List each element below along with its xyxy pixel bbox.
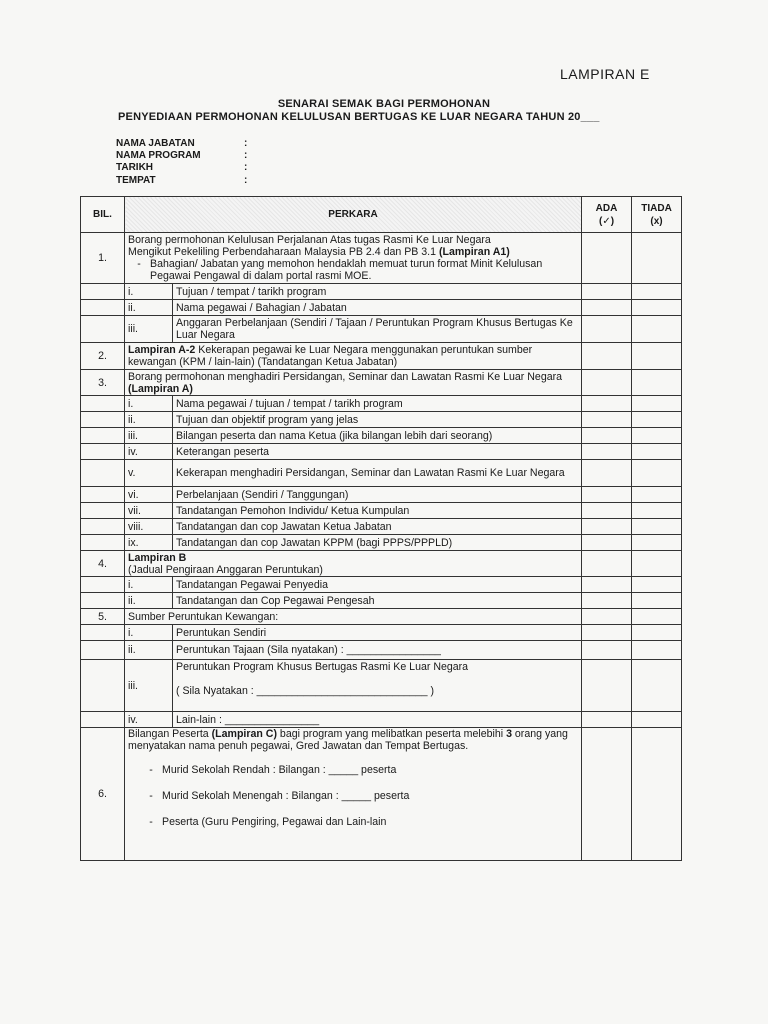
meta-row-nama-program <box>116 150 254 162</box>
tiada-checkbox[interactable] <box>632 316 682 343</box>
ada-checkbox[interactable] <box>582 343 632 370</box>
meta-label: TEMPAT <box>116 174 156 186</box>
empty-cell <box>81 503 125 519</box>
header-ada-mark: (✓) <box>598 215 615 227</box>
meta-colon: : <box>244 174 248 186</box>
row-text-bold: (Lampiran A1) <box>438 246 510 258</box>
sub-number: iv. <box>125 444 173 460</box>
tiada-checkbox[interactable] <box>632 503 682 519</box>
row-text: Borang permohonan Kelulusan Perjalanan Atas tugas Rasmi Ke Luar Negara <box>128 234 491 246</box>
empty-cell <box>81 641 125 660</box>
table-row <box>81 284 682 300</box>
tiada-checkbox[interactable] <box>632 712 682 728</box>
table-row <box>81 660 682 712</box>
sub-text-line: ( Sila Nyatakan : _____________________________ ) <box>176 685 434 697</box>
empty-cell <box>81 487 125 503</box>
empty-cell <box>81 625 125 641</box>
sub-text: Nama pegawai / tujuan / tempat / tarikh program <box>173 396 582 412</box>
ada-checkbox[interactable] <box>582 641 632 660</box>
empty-cell <box>81 412 125 428</box>
header-ada <box>582 197 632 233</box>
row-text-bold: Lampiran A-2 <box>128 344 196 356</box>
bullet-item <box>128 764 578 776</box>
title-line-2: PENYEDIAAN PERMOHONAN KELULUSAN BERTUGAS KE LUAR NEGARA TAHUN 20___ <box>118 111 600 123</box>
row-text-part: Borang permohonan menghadiri Persidangan, Seminar dan Lawatan Rasmi Ke Luar Negara <box>128 370 563 383</box>
empty-cell <box>81 577 125 593</box>
ada-checkbox[interactable] <box>582 625 632 641</box>
sub-text: Nama pegawai / Bahagian / Jabatan <box>173 300 582 316</box>
empty-cell <box>81 396 125 412</box>
tiada-checkbox[interactable] <box>632 660 682 712</box>
table-row <box>81 412 682 428</box>
meta-label: NAMA PROGRAM <box>116 150 201 162</box>
sub-number: iv. <box>125 712 173 728</box>
row-description <box>125 233 582 284</box>
table-row <box>81 535 682 551</box>
row-description <box>125 343 582 370</box>
table-row <box>81 551 682 577</box>
table-row <box>81 712 682 728</box>
ada-checkbox[interactable] <box>582 316 632 343</box>
ada-checkbox[interactable] <box>582 284 632 300</box>
ada-checkbox[interactable] <box>582 593 632 609</box>
ada-checkbox[interactable] <box>582 300 632 316</box>
ada-checkbox[interactable] <box>582 444 632 460</box>
ada-checkbox[interactable] <box>582 728 632 861</box>
bullet-item <box>128 790 578 802</box>
sub-text: Tandatangan dan Cop Pegawai Pengesah <box>173 593 582 609</box>
row-number: 6. <box>81 728 125 861</box>
row-text-bold: (Lampiran A) <box>128 382 193 395</box>
row-text-part: bagi program yang melibatkan peserta melebihi <box>276 728 507 740</box>
bullet-item <box>128 816 578 828</box>
sub-text: Tandatangan Pemohon Individu/ Ketua Kumpulan <box>173 503 582 519</box>
ada-checkbox[interactable] <box>582 503 632 519</box>
header-tiada-mark: (x) <box>650 215 663 227</box>
row-text-bold: (Lampiran C) <box>211 728 277 740</box>
empty-cell <box>81 444 125 460</box>
checklist-table <box>80 196 682 861</box>
lampiran-label: LAMPIRAN E <box>560 66 650 82</box>
table-row <box>81 503 682 519</box>
row-description <box>125 551 582 577</box>
sub-text: Bilangan peserta dan nama Ketua (jika bilangan lebih dari seorang) <box>173 428 582 444</box>
row-text-part: Bilangan Peserta <box>128 728 212 740</box>
header-tiada-label: TIADA <box>641 202 672 214</box>
sub-text: Peruntukan Tajaan (Sila nyatakan) : ________________ <box>173 641 582 660</box>
row-number: 1. <box>81 233 125 284</box>
sub-text: Tandatangan dan cop Jawatan KPPM (bagi PPPS/PPPLD) <box>173 535 582 551</box>
row-number: 3. <box>81 370 125 396</box>
ada-checkbox[interactable] <box>582 460 632 487</box>
table-row <box>81 428 682 444</box>
ada-checkbox[interactable] <box>582 396 632 412</box>
row-number: 5. <box>81 609 125 625</box>
tiada-checkbox[interactable] <box>632 412 682 428</box>
row-text <box>128 246 578 258</box>
table-row <box>81 300 682 316</box>
ada-checkbox[interactable] <box>582 660 632 712</box>
dash-bullet: - <box>149 790 153 802</box>
table-row <box>81 519 682 535</box>
row-text-part: Kekerapan pegawai ke Luar Negara menggunakan peruntukan sumber kewangan (KPM / lain-lain) (Tandatangan Ketua Jabatan) <box>128 344 533 368</box>
row-number: 4. <box>81 551 125 577</box>
title-line-1: SENARAI SEMAK BAGI PERMOHONAN <box>277 98 491 110</box>
tiada-checkbox[interactable] <box>632 370 682 396</box>
sub-number: i. <box>125 577 173 593</box>
tiada-checkbox[interactable] <box>632 343 682 370</box>
meta-colon: : <box>244 138 248 149</box>
dash-bullet: - <box>137 258 141 270</box>
sub-text: Lain-lain : ________________ <box>173 712 582 728</box>
dash-text: Bahagian/ Jabatan yang memohon hendaklah memuat turun format Minit Kelulusan Pegawai Pengawal di dalam portal rasmi MOE. <box>150 258 543 282</box>
form-meta <box>116 138 254 187</box>
row-text: (Jadual Pengiraan Anggaran Peruntukan) <box>128 563 323 576</box>
table-row <box>81 370 682 396</box>
empty-cell <box>81 284 125 300</box>
ada-checkbox[interactable] <box>582 551 632 577</box>
tiada-checkbox[interactable] <box>632 609 682 625</box>
sub-text: Keterangan peserta <box>173 444 582 460</box>
ada-checkbox[interactable] <box>582 412 632 428</box>
tiada-checkbox[interactable] <box>632 233 682 284</box>
table-row <box>81 487 682 503</box>
empty-cell <box>81 519 125 535</box>
meta-colon: : <box>244 150 248 162</box>
empty-cell <box>81 316 125 343</box>
sub-number: ii. <box>125 412 173 428</box>
table-row <box>81 625 682 641</box>
ada-checkbox[interactable] <box>582 609 632 625</box>
row-text <box>128 728 578 752</box>
sub-text: Anggaran Perbelanjaan (Sendiri / Tajaan / Peruntukan Program Khusus Bertugas Ke Luar Negara <box>173 316 582 343</box>
row-description <box>125 728 582 861</box>
tiada-checkbox[interactable] <box>632 535 682 551</box>
table-row <box>81 577 682 593</box>
tiada-checkbox[interactable] <box>632 577 682 593</box>
tiada-checkbox[interactable] <box>632 460 682 487</box>
tiada-checkbox[interactable] <box>632 519 682 535</box>
tiada-checkbox[interactable] <box>632 396 682 412</box>
table-row <box>81 316 682 343</box>
tiada-checkbox[interactable] <box>632 300 682 316</box>
tiada-checkbox[interactable] <box>632 487 682 503</box>
sub-number: i. <box>125 284 173 300</box>
meta-row-tarikh <box>116 162 254 174</box>
tiada-checkbox[interactable] <box>632 551 682 577</box>
spacer <box>128 752 578 764</box>
meta-row-tempat <box>116 175 254 187</box>
sub-text: Tandatangan Pegawai Penyedia <box>173 577 582 593</box>
sub-number: iii. <box>125 428 173 444</box>
meta-label: TARIKH <box>116 162 154 174</box>
ada-checkbox[interactable] <box>582 519 632 535</box>
row-description: Sumber Peruntukan Kewangan: <box>125 609 582 625</box>
table-row <box>81 641 682 660</box>
bullet-text: Murid Sekolah Rendah : Bilangan : _____ peserta <box>162 764 397 776</box>
empty-cell <box>81 660 125 712</box>
table-row <box>81 460 682 487</box>
table-row <box>81 233 682 284</box>
row-text-part: Mengikut Pekeliling Perbendaharaan Malaysia PB 2.4 dan PB 3.1 <box>128 246 439 258</box>
tiada-checkbox[interactable] <box>632 641 682 660</box>
tiada-checkbox[interactable] <box>632 593 682 609</box>
sub-text: Tujuan dan objektif program yang jelas <box>173 412 582 428</box>
ada-checkbox[interactable] <box>582 370 632 396</box>
table-row <box>81 444 682 460</box>
empty-cell <box>81 535 125 551</box>
table-row <box>81 396 682 412</box>
tiada-checkbox[interactable] <box>632 428 682 444</box>
spacer <box>176 673 578 685</box>
sub-number: ii. <box>125 300 173 316</box>
row-description <box>125 370 582 396</box>
meta-row-nama-jabatan <box>116 138 254 150</box>
dash-bullet: - <box>149 816 153 828</box>
sub-text: Perbelanjaan (Sendiri / Tanggungan) <box>173 487 582 503</box>
sub-text: Peruntukan Sendiri <box>173 625 582 641</box>
header-ada-label: ADA <box>595 202 618 214</box>
ada-checkbox[interactable] <box>582 233 632 284</box>
table-row <box>81 343 682 370</box>
sub-number: iii. <box>125 316 173 343</box>
empty-cell <box>81 712 125 728</box>
header-tiada <box>632 197 682 233</box>
sub-number: viii. <box>125 519 173 535</box>
sub-number: iii. <box>125 660 173 712</box>
sub-number: ix. <box>125 535 173 551</box>
ada-checkbox[interactable] <box>582 428 632 444</box>
tiada-checkbox[interactable] <box>632 284 682 300</box>
row-text-bold: Lampiran B <box>128 551 187 564</box>
dash-bullet: - <box>149 764 153 776</box>
sub-text: Tujuan / tempat / tarikh program <box>173 284 582 300</box>
sub-text: Kekerapan menghadiri Persidangan, Seminar dan Lawatan Rasmi Ke Luar Negara <box>173 460 582 487</box>
empty-cell <box>81 460 125 487</box>
table-header-row <box>81 197 682 233</box>
dash-item <box>128 258 578 282</box>
sub-text-line: Peruntukan Program Khusus Bertugas Rasmi Ke Luar Negara <box>176 661 469 673</box>
tiada-checkbox[interactable] <box>632 728 682 861</box>
ada-checkbox[interactable] <box>582 535 632 551</box>
sub-number: i. <box>125 396 173 412</box>
sub-number: vii. <box>125 503 173 519</box>
header-perkara: PERKARA <box>125 197 582 233</box>
empty-cell <box>81 428 125 444</box>
sub-text <box>173 660 582 712</box>
table-row <box>81 609 682 625</box>
row-number: 2. <box>81 343 125 370</box>
meta-label: NAMA JABATAN <box>116 138 195 149</box>
sub-number: v. <box>125 460 173 487</box>
sub-number: ii. <box>125 593 173 609</box>
header-bil: BIL. <box>81 197 125 233</box>
ada-checkbox[interactable] <box>582 712 632 728</box>
sub-text: Tandatangan dan cop Jawatan Ketua Jabatan <box>173 519 582 535</box>
ada-checkbox[interactable] <box>582 487 632 503</box>
row-text-part: orang yang menyatakan nama penuh pegawai, Gred Jawatan dan Tempat Bertugas. <box>128 728 568 752</box>
sub-number: i. <box>125 625 173 641</box>
ada-checkbox[interactable] <box>582 577 632 593</box>
bullet-text: Peserta (Guru Pengiring, Pegawai dan Lain-lain <box>162 816 387 828</box>
table-row <box>81 593 682 609</box>
row-text-bold: 3 <box>506 728 512 740</box>
sub-number: vi. <box>125 487 173 503</box>
tiada-checkbox[interactable] <box>632 444 682 460</box>
empty-cell <box>81 300 125 316</box>
meta-colon: : <box>244 162 248 174</box>
sub-number: ii. <box>125 641 173 660</box>
empty-cell <box>81 593 125 609</box>
table-row <box>81 728 682 861</box>
bullet-text: Murid Sekolah Menengah : Bilangan : _____ peserta <box>162 790 410 802</box>
tiada-checkbox[interactable] <box>632 625 682 641</box>
